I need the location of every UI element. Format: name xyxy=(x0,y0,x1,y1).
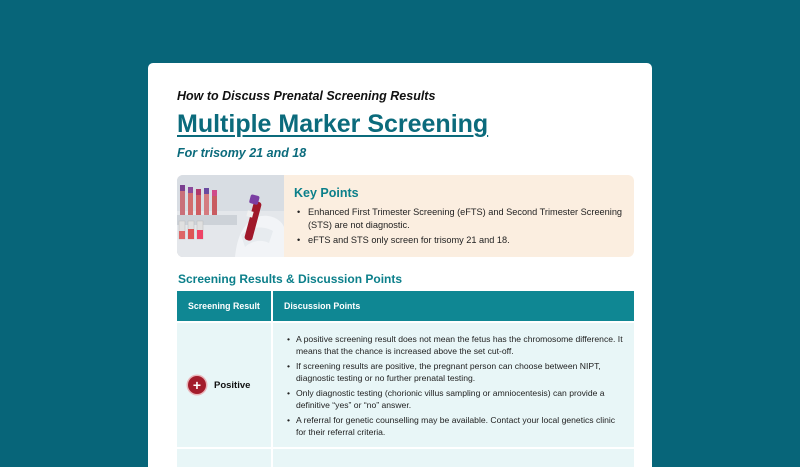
lab-tubes-photo xyxy=(177,175,284,257)
discussion-cell xyxy=(273,323,634,447)
list-item: • If screening results are positive, the pregnant person can choose between NIPT, diagnostic testing or no further prenatal testing. xyxy=(285,360,626,384)
section-heading: Screening Results & Discussion Points xyxy=(178,272,403,286)
list-item: • A referral for genetic counselling may be available. Contact your local genetics clinic for their referral criteria. xyxy=(285,414,626,438)
result-cell xyxy=(177,449,273,467)
list-item: • A positive screening result does not mean the fetus has the chromosome difference. It means that the chance is increased above the set cut-off. xyxy=(285,333,626,357)
results-table xyxy=(177,291,634,467)
result-label: Positive xyxy=(214,379,251,391)
table-row xyxy=(177,323,634,447)
list-item: • Enhanced First Trimester Screening (eFTS) and Second Trimester Screening (STS) are not diagnostic. xyxy=(294,206,624,231)
document-subtitle: For trisomy 21 and 18 xyxy=(177,146,307,160)
key-points-title: Key Points xyxy=(294,186,359,200)
document-kicker: How to Discuss Prenatal Screening Results xyxy=(177,89,436,103)
list-item: • Only diagnostic testing (chorionic villus sampling or amniocentesis) can provide a definitive “yes” or “no” answer. xyxy=(285,387,626,411)
discussion-list xyxy=(285,333,626,438)
column-header-discussion: Discussion Points xyxy=(284,301,361,311)
page-title[interactable]: Multiple Marker Screening xyxy=(177,110,489,138)
table-row xyxy=(177,449,634,467)
key-points-box xyxy=(177,175,634,257)
document-page xyxy=(148,63,652,467)
column-header-result: Screening Result xyxy=(177,291,273,321)
list-item: • eFTS and STS only screen for trisomy 21 and 18. xyxy=(294,234,624,247)
plus-circle-icon: + xyxy=(188,376,206,394)
result-cell xyxy=(177,323,273,447)
key-points-list xyxy=(294,206,624,250)
table-header xyxy=(177,291,634,321)
